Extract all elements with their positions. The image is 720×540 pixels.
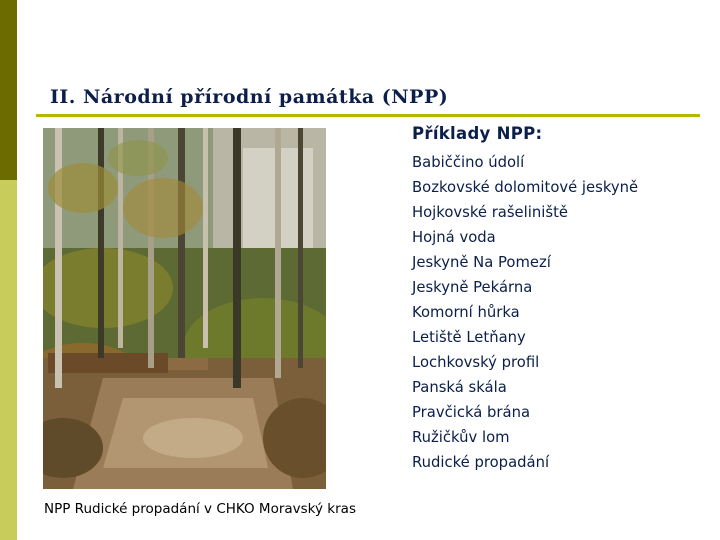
list-item: Bozkovské dolomitové jeskyně: [412, 179, 639, 196]
list-item: Panská skála: [412, 379, 507, 396]
list-item: Jeskyně Pekárna: [412, 279, 533, 296]
npp-list: [412, 150, 638, 475]
list-item: Komorní hůrka: [412, 304, 520, 321]
list-item: Hojná voda: [412, 229, 496, 246]
accent-bar-top: [0, 0, 17, 180]
list-item: Lochkovský profil: [412, 354, 540, 371]
list-item: Jeskyně Na Pomezí: [412, 254, 551, 271]
title-divider: [36, 114, 700, 117]
list-item: Hojkovské rašeliniště: [412, 204, 568, 221]
list-item: Babiččino údolí: [412, 154, 525, 171]
slide-title: II. Národní přírodní památka (NPP): [50, 86, 449, 108]
list-item: Rudické propadání: [412, 454, 550, 471]
accent-bar-bottom: [0, 180, 17, 540]
photo-caption: NPP Rudické propadání v CHKO Moravský kras: [44, 501, 356, 517]
list-item: Ružičkův lom: [412, 429, 510, 446]
list-item: Letiště Letňany: [412, 329, 526, 346]
forest-sinkhole-photo: [43, 128, 326, 489]
list-item: Pravčická brána: [412, 404, 531, 421]
examples-heading: Příklady NPP:: [412, 124, 543, 143]
